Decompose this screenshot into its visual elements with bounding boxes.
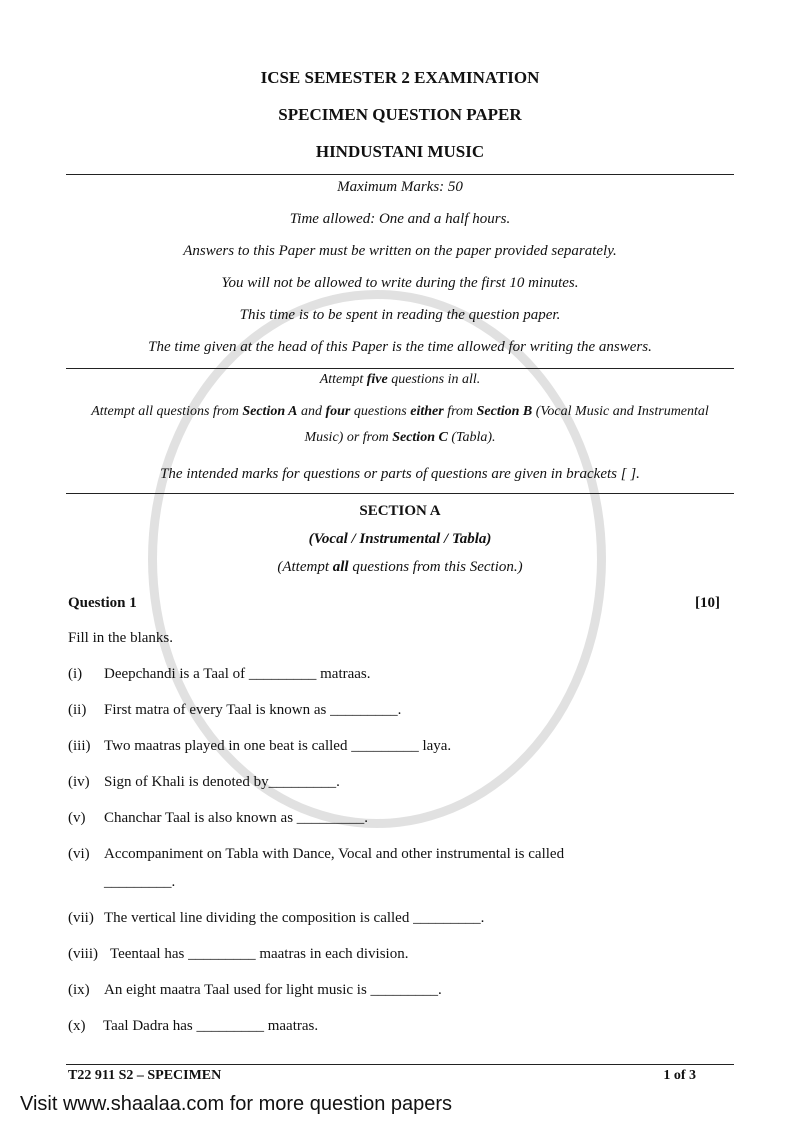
paper-type: SPECIMEN QUESTION PAPER bbox=[278, 105, 522, 124]
instruction: The time given at the head of this Paper is the time allowed for writing the answers. bbox=[148, 339, 652, 355]
instruction: You will not be allowed to write during the first 10 minutes. bbox=[221, 275, 579, 291]
paper-code: T22 911 S2 – SPECIMEN bbox=[68, 1068, 222, 1083]
attempt-instruction: Music) or from Section C (Tabla). bbox=[304, 430, 496, 445]
time-allowed: Time allowed: One and a half hours. bbox=[289, 211, 511, 227]
marks-note: The intended marks for questions or parts of questions are given in brackets [ ]. bbox=[160, 466, 640, 482]
subject-title: HINDUSTANI MUSIC bbox=[315, 142, 485, 161]
section-note: (Attempt all questions from this Section.) bbox=[277, 559, 523, 575]
question-title: Question 1 bbox=[68, 595, 137, 611]
max-marks: Maximum Marks: 50 bbox=[337, 179, 463, 195]
section-title: SECTION A bbox=[359, 503, 441, 519]
question-prompt: Fill in the blanks. bbox=[68, 630, 173, 646]
footer-divider bbox=[66, 1064, 734, 1065]
divider bbox=[66, 368, 734, 369]
instruction: Answers to this Paper must be written on the paper provided separately. bbox=[183, 243, 617, 259]
divider bbox=[66, 493, 734, 494]
instruction: This time is to be spent in reading the question paper. bbox=[239, 307, 561, 323]
attempt-instruction: Attempt five questions in all. bbox=[319, 372, 481, 387]
exam-title: ICSE SEMESTER 2 EXAMINATION bbox=[260, 68, 540, 87]
divider bbox=[66, 174, 734, 175]
page-number: 1 of 3 bbox=[663, 1068, 696, 1083]
question-marks: [10] bbox=[695, 595, 720, 611]
section-subtitle: (Vocal / Instrumental / Tabla) bbox=[308, 531, 492, 547]
attempt-instruction: Attempt all questions from Section A and four questions either from Section B (Vocal Music and Instrumental bbox=[91, 404, 709, 419]
website-banner: Visit www.shaalaa.com for more question papers bbox=[20, 1093, 453, 1115]
